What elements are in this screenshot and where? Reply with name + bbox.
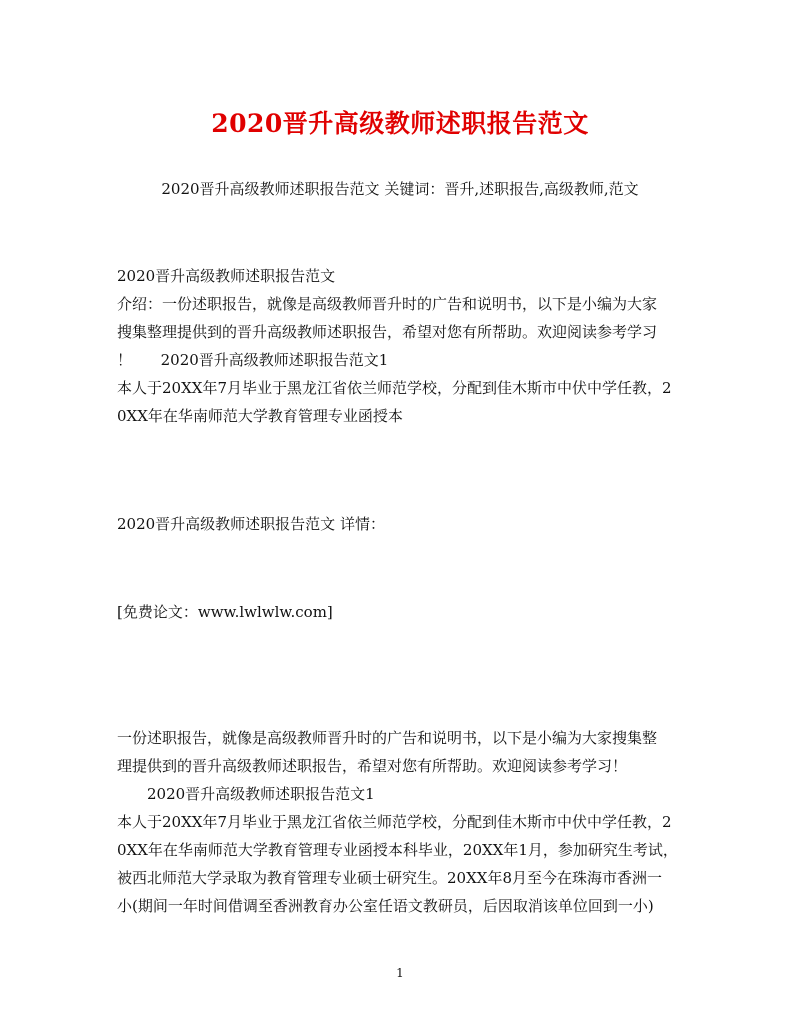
body-section <box>117 724 689 920</box>
summary-intro-line: 0XX年在华南师范大学教育管理专业函授本 <box>117 407 403 425</box>
keywords-line: 2020晋升高级教师述职报告范文 关键词：晋升,述职报告,高级教师,范文 <box>161 180 639 198</box>
body-line: 本人于20XX年7月毕业于黑龙江省依兰师范学校，分配到佳木斯市中伏中学任教，2 <box>117 813 672 831</box>
details-heading: 2020晋升高级教师述职报告范文 详情： <box>117 515 385 533</box>
body-line: 一份述职报告，就像是高级教师晋升时的广告和说明书，以下是小编为大家搜集整 <box>117 729 658 747</box>
page-number: 1 <box>396 966 404 980</box>
summary-intro-line: 搜集整理提供到的晋升高级教师述职报告，希望对您有所帮助。欢迎阅读参考学习 <box>117 323 658 341</box>
summary-section <box>117 262 689 430</box>
page-title: 2020晋升高级教师述职报告范文 <box>211 109 589 138</box>
body-subheading: 2020晋升高级教师述职报告范文1 <box>147 785 375 803</box>
summary-heading: 2020晋升高级教师述职报告范文 <box>117 267 336 285</box>
summary-intro-line: ！ 2020晋升高级教师述职报告范文1 <box>117 351 389 369</box>
body-line: 被西北师范大学录取为教育管理专业硕士研究生。20XX年8月至今在珠海市香洲一 <box>117 869 662 887</box>
body-line: 0XX年在华南师范大学教育管理专业函授本科毕业，20XX年1月，参加研究生考试， <box>117 841 678 859</box>
body-line: 理提供到的晋升高级教师述职报告，希望对您有所帮助。欢迎阅读参考学习！ <box>117 757 628 775</box>
summary-intro-line: 介绍：一份述职报告，就像是高级教师晋升时的广告和说明书，以下是小编为大家 <box>117 295 658 313</box>
summary-intro-line: 本人于20XX年7月毕业于黑龙江省依兰师范学校，分配到佳木斯市中伏中学任教，2 <box>117 379 672 397</box>
source-note: [免费论文：www.lwlwlw.com] <box>117 603 333 621</box>
body-line: 小(期间一年时间借调至香洲教育办公室任语文教研员，后因取消该单位回到一小) <box>117 897 654 915</box>
